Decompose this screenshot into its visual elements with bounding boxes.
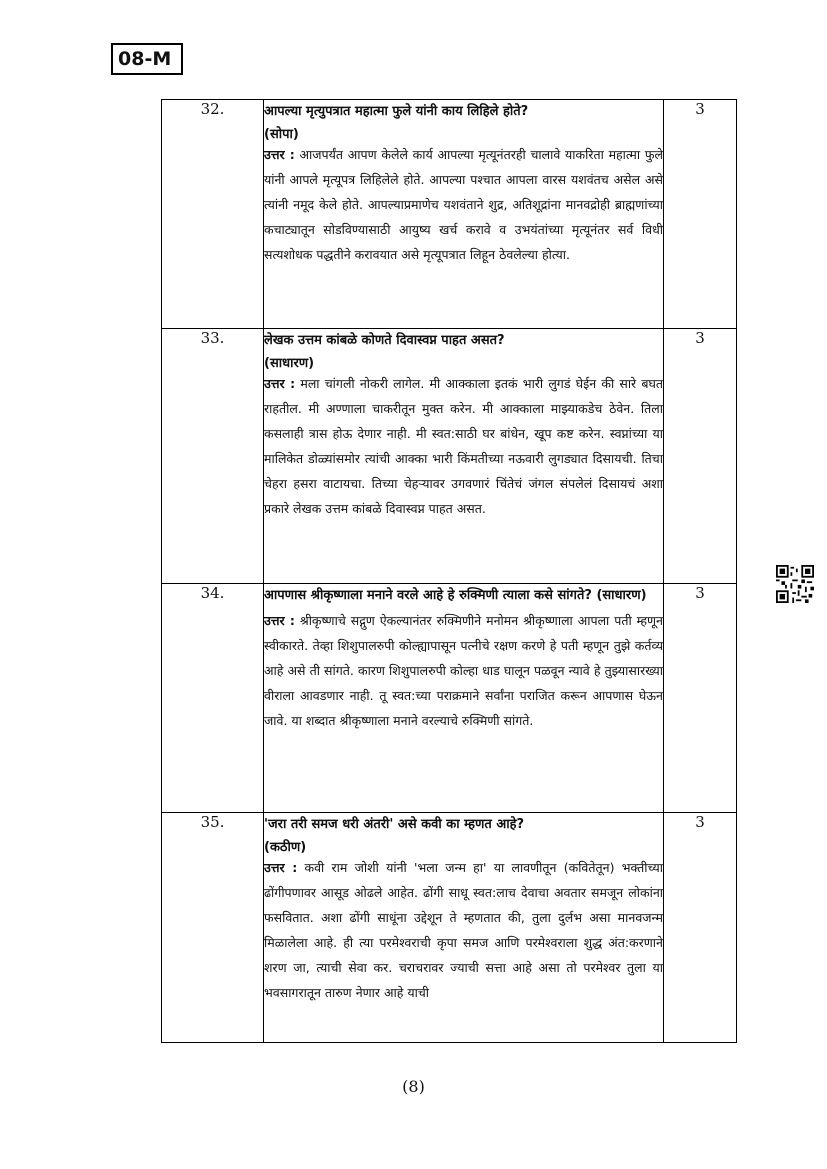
- difficulty-label: (साधारण): [596, 588, 647, 603]
- table-row: [162, 584, 737, 813]
- question-cell: [264, 813, 664, 1043]
- table-row: [162, 813, 737, 1043]
- answer-label: उत्तर :: [264, 613, 295, 628]
- difficulty-label: (सोपा): [264, 127, 299, 142]
- answer-text: उत्तर : मला चांगली नोकरी लागेल. मी आक्काला इतकं भारी लुगडं घेईन की सारे बघत राहतील. मी अण्णाला चाकरीतून मुक्त करेन. मी आक्काला माझ्याकडेच ठेवेन. तिला कसलाही त्रास होऊ देणार नाही. मी स्वत:साठी घर बांधेन, खूप कष्ट करेन. स्वप्नांच्या या मालिकेत डोळ्यांसमोर त्यांची आक्का भारी किंमतीच्या नऊवारी लुगड्यात दिसायची. तिचा चेहरा हसरा वाटायचा. तिच्या चेहऱ्यावर उगवणारं चिंतेचं जंगल संपलेलं दिसायचं अशा प्रकारे लेखक उत्तम कांबळे दिवास्वप्न पाहत असत.: [264, 376, 664, 516]
- question-text: आपणास श्रीकृष्णाला मनाने वरले आहे हे रुक्मिणी त्याला कसे सांगते? (साधारण): [264, 588, 647, 603]
- question-number: 33.: [162, 329, 264, 584]
- question-cell: [264, 584, 664, 813]
- answer-text: उत्तर : आजपर्यंत आपण केलेले कार्य आपल्या मृत्यूनंतरही चालावे याकरिता महात्मा फुले यांनी आपले मृत्यूपत्र लिहिलेले होते. आपल्या पश्चात आपला वारस यशवंतच असेल असे त्यांनी नमूद केले होते. आपल्याप्रमाणेच यशवंताने शुद्र, अतिशूद्रांना मानवद्रोही ब्राह्मणांच्या कचाट्यातून सोडविण्यासाठी आयुष्य खर्च करावे व उभयंतांच्या मृत्यूनंतर सर्व विधी सत्यशोधक पद्धतीने करावयात असे मृत्यूपत्रात लिहून ठेवलेल्या होत्या.: [264, 147, 663, 262]
- paper-code-box: 08-M: [111, 43, 183, 75]
- question-number: 34.: [162, 584, 264, 813]
- difficulty-label: (साधारण): [264, 356, 315, 371]
- question-cell: [264, 100, 664, 329]
- marks-cell: 3: [664, 100, 737, 329]
- answer-text: उत्तर : कवी राम जोशी यांनी 'भला जन्म हा' या लावणीतून (कवितेतून) भक्तीच्या ढोंगीपणावर आसूड ओढले आहेत. ढोंगी साधू स्वत:लाच देवाचा अवतार समजून लोकांना फसवितात. अशा ढोंगी साधूंना उद्देशून ते म्हणतात की, तुला दुर्लभ असा मानवजन्म मिळालेला आहे. ही त्या परमेश्वराची कृपा समज आणि परमेश्वराला शुद्ध अंत:करणाने शरण जा, त्याची सेवा कर. चराचरावर ज्याची सत्ता आहे असा तो परमेश्वर तुला या भवसागरातून तारुण नेणार आहे याची: [264, 860, 663, 1000]
- table-row: [162, 329, 737, 584]
- marks-cell: 3: [664, 329, 737, 584]
- marks-cell: 3: [664, 584, 737, 813]
- marks-cell: 3: [664, 813, 737, 1043]
- question-answer-table: [161, 99, 737, 1043]
- table-row: [162, 100, 737, 329]
- answer-text: उत्तर : श्रीकृष्णाचे सद्गुण ऐकल्यानंतर रुक्मिणीने मनोमन श्रीकृष्णाला आपला पती म्हणून स्वीकारते. तेव्हा शिशुपालरुपी कोल्ह्यापासून पत्नीचे रक्षण करणे हे पती म्हणून तुझे कर्तव्य आहे असे ती सांगते. कारण शिशुपालरुपी कोल्हा धाड घालून पळवून न्यावे हे तुझ्यासारख्या वीराला आवडणार नाही. तू स्वत:च्या पराक्रमाने सर्वांना पराजित करून आपणास घेऊन जावे. या शब्दात श्रीकृष्णाला मनाने वरल्याचे रुक्मिणी सांगते.: [264, 613, 663, 728]
- answer-label: उत्तर :: [264, 860, 298, 875]
- question-number: 32.: [162, 100, 264, 329]
- qr-code-icon: [776, 565, 814, 603]
- answer-label: उत्तर :: [264, 147, 295, 162]
- question-text: लेखक उत्तम कांबळे कोणते दिवास्वप्न पाहत असत?: [264, 333, 505, 348]
- answer-label: उत्तर :: [264, 376, 296, 391]
- question-cell: [264, 329, 664, 584]
- question-number: 35.: [162, 813, 264, 1043]
- difficulty-label: (कठीण): [264, 840, 307, 855]
- question-text: 'जरा तरी समज धरी अंतरी' असे कवी का म्हणत आहे?: [264, 817, 525, 832]
- question-text: आपल्या मृत्युपत्रात महात्मा फुले यांनी काय लिहिले होते?: [264, 104, 529, 119]
- page-number: (8): [402, 1077, 425, 1096]
